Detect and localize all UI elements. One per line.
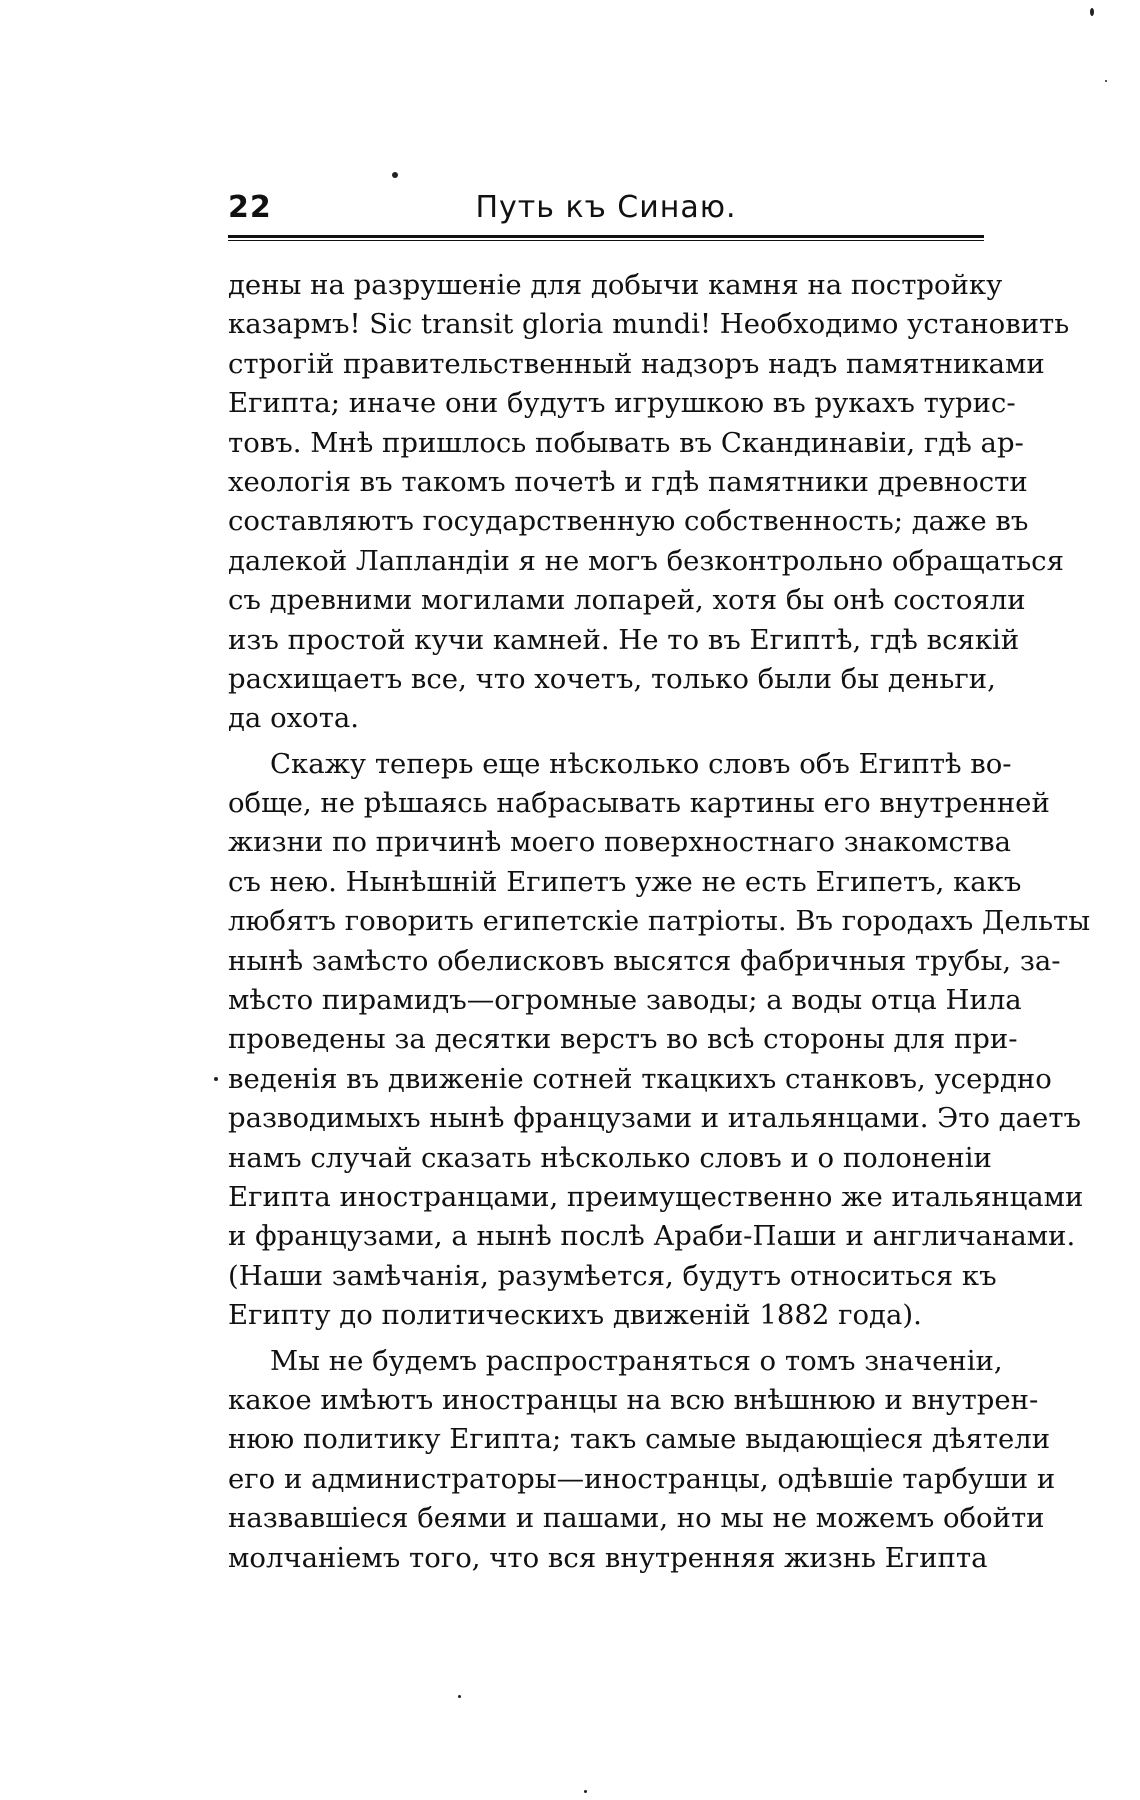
text-line: хеологія въ такомъ почетѣ и гдѣ памятники древности [228,465,1028,498]
header-rule [228,235,984,238]
paragraph-2 [228,745,1091,1336]
text-line: мѣсто пирамидъ—огромные заводы; а воды отца Нила [228,984,1022,1017]
text-line: съ нею. Нынѣшній Египетъ уже не есть Египетъ, какъ [228,865,1022,898]
text-line: составляютъ государственную собственность; даже въ [228,505,1029,538]
text-line: Египта; иначе они будутъ игрушкою въ рукахъ турис- [228,387,1016,420]
text-line: разводимыхъ нынѣ французами и итальянцами. Это даетъ [228,1102,1082,1135]
scan-speck [1105,80,1107,82]
text-line: Скажу теперь еще нѣсколько словъ объ Египтѣ во- [270,747,1012,780]
text-line: обще, не рѣшаясь набрасывать картины его внутренней [228,787,1050,820]
page-number: 22 [228,190,272,225]
text-line: (Наши замѣчанія, разумѣется, будутъ относиться къ [228,1259,997,1292]
scan-speck [214,1077,218,1081]
text-line: расхищаетъ все, что хочетъ, только были бы деньги, [228,662,996,695]
body-text [228,266,1091,1578]
text-line: Египту до политическихъ движеній 1882 года). [228,1299,922,1332]
text-line: да охота. [228,702,360,735]
page-header [228,180,984,232]
text-line: дены на разрушеніе для добычи камня на постройку [228,269,1003,301]
header-rule-thin [228,240,984,241]
paragraph-1 [228,266,1070,739]
scan-speck [392,172,398,178]
book-page [228,180,1091,1574]
scan-speck [1090,8,1094,16]
text-line: Мы не будемъ распространяться о томъ значеніи, [270,1344,1003,1377]
text-line: съ древними могилами лопарей, хотя бы онѣ состояли [228,584,1026,617]
text-line: молчаніемъ того, что вся внутренняя жизнь Египта [228,1541,988,1574]
text-line: Египта иностранцами, преимущественно же итальянцами [228,1180,1084,1213]
text-line: и французами, а нынѣ послѣ Араби-Паши и англичанами. [228,1220,1076,1253]
text-line: жизни по причинѣ моего поверхностнаго знакомства [228,826,1012,859]
scan-speck [458,1695,461,1698]
scan-speck [584,1790,587,1793]
text-line: проведены за десятки верстъ во всѣ стороны для при- [228,1023,1018,1056]
text-line: намъ случай сказать нѣсколько словъ и о полоненіи [228,1141,992,1174]
text-line: товъ. Мнѣ пришлось побывать въ Скандинавіи, гдѣ ар- [228,426,1024,459]
text-line: строгій правительственный надзоръ надъ памятниками [228,347,1045,380]
text-line: веденія въ движеніе сотней ткацкихъ станковъ, усердно [228,1062,1052,1095]
text-line: его и администраторы—иностранцы, одѣвшіе тарбуши и [228,1462,1056,1495]
running-title: Путь къ Синаю. [475,190,737,225]
text-line: казармъ! Sic transit gloria mundi! Необходимо установить [228,308,1070,341]
paragraph-3 [228,1342,1056,1578]
text-line: назвавшіеся беями и пашами, но мы не можемъ обойти [228,1502,1045,1535]
text-line: далекой Лапландіи я не могъ безконтрольно обращаться [228,544,1064,577]
text-line: изъ простой кучи камней. Не то въ Египтѣ, гдѣ всякій [228,623,1020,656]
text-line: какое имѣютъ иностранцы на всю внѣшнюю и внутрен- [228,1383,1039,1416]
text-line: любятъ говорить египетскіе патріоты. Въ городахъ Дельты [228,905,1091,938]
text-line: нюю политику Египта; такъ самые выдающіеся дѣятели [228,1423,1051,1456]
text-line: нынѣ замѣсто обелисковъ высятся фабричныя трубы, за- [228,944,1061,977]
